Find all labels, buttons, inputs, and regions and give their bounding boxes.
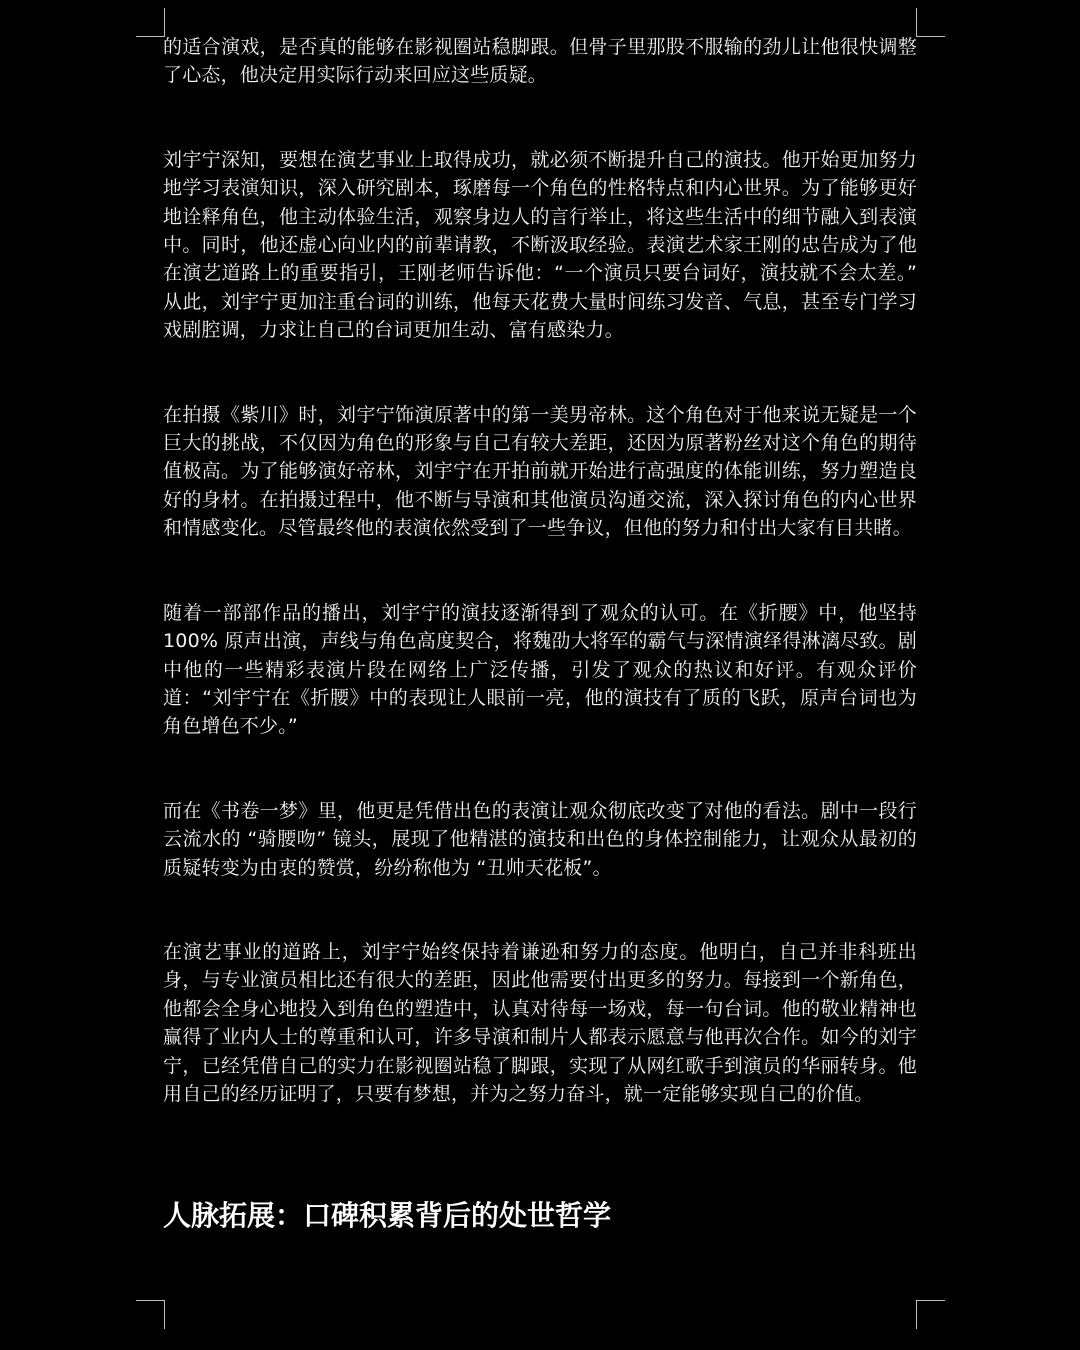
paragraph-4: 随着一部部作品的播出，刘宇宁的演技逐渐得到了观众的认可。在《折腰》中，他坚持 100% 原声出演，声线与角色高度契合，将魏劭大将军的霸气与深情演绎得淋漓尽致。剧中他的一些精彩表演片段在网络上广泛传播，引发了观众的热议和好评。有观众评价道：“刘宇宁在《折腰》中的表现让人眼前一亮，他的演技有了质的飞跃，原声台词也为角色增色不少。”	[163, 601, 917, 738]
paragraph-5: 而在《书卷一梦》里，他更是凭借出色的表演让观众彻底改变了对他的看法。剧中一段行云流水的 “骑腰吻” 镜头，展现了他精湛的演技和出色的身体控制能力，让观众从最初的质疑转变为由衷的赞赏，纷纷称他为 “丑帅天花板”。	[163, 799, 917, 879]
section-heading: 人脉拓展：口碑积累背后的处世哲学	[163, 1199, 612, 1233]
paragraph-2: 刘宇宁深知，要想在演艺事业上取得成功，就必须不断提升自己的演技。他开始更加努力地学习表演知识，深入研究剧本，琢磨每一个角色的性格特点和内心世界。为了能够更好地诠释角色，他主动体验生活，观察身边人的言行举止，将这些生活中的细节融入到表演中。同时，他还虚心向业内的前辈请教，不断汲取经验。表演艺术家王刚的忠告成为了他在演艺道路上的重要指引，王刚老师告诉他：“一个演员只要台词好，演技就不会太差。” 从此，刘宇宁更加注重台词的训练，他每天花费大量时间练习发音、气息，甚至专门学习戏剧腔调，力求让自己的台词更加生动、富有感染力。	[163, 148, 917, 342]
paragraph-6: 在演艺事业的道路上，刘宇宁始终保持着谦逊和努力的态度。他明白，自己并非科班出身，与专业演员相比还有很大的差距，因此他需要付出更多的努力。每接到一个新角色，他都会全身心地投入到角色的塑造中，认真对待每一场戏，每一句台词。他的敬业精神也赢得了业内人士的尊重和认可，许多导演和制片人都表示愿意与他再次合作。如今的刘宇宁，已经凭借自己的实力在影视圈站稳了脚跟，实现了从网红歌手到演员的华丽转身。他用自己的经历证明了，只要有梦想，并为之努力奋斗，就一定能够实现自己的价值。	[163, 940, 917, 1105]
crop-mark-bottom-left	[136, 1300, 165, 1329]
crop-mark-bottom-right	[916, 1300, 945, 1329]
paragraph-gap	[163, 741, 917, 797]
paragraph-gap	[163, 882, 917, 938]
section-gap	[163, 1108, 917, 1196]
paragraph-gap	[163, 345, 917, 401]
paragraph-gap	[163, 90, 917, 146]
paragraph-3: 在拍摄《紫川》时，刘宇宁饰演原著中的第一美男帝林。这个角色对于他来说无疑是一个巨大的挑战，不仅因为角色的形象与自己有较大差距，还因为原著粉丝对这个角色的期待值极高。为了能够演好帝林，刘宇宁在开拍前就开始进行高强度的体能训练，努力塑造良好的身材。在拍摄过程中，他不断与导演和其他演员沟通交流，深入探讨角色的内心世界和情感变化。尽管最终他的表演依然受到了一些争议，但他的努力和付出大家有目共睹。	[163, 403, 917, 540]
crop-mark-top-left	[136, 8, 165, 37]
crop-mark-top-right	[916, 8, 945, 37]
document-body	[163, 33, 917, 1236]
paragraph-gap	[163, 543, 917, 599]
paragraph-1: 的适合演戏，是否真的能够在影视圈站稳脚跟。但骨子里那股不服输的劲儿让他很快调整了心态，他决定用实际行动来回应这些质疑。	[163, 36, 917, 87]
